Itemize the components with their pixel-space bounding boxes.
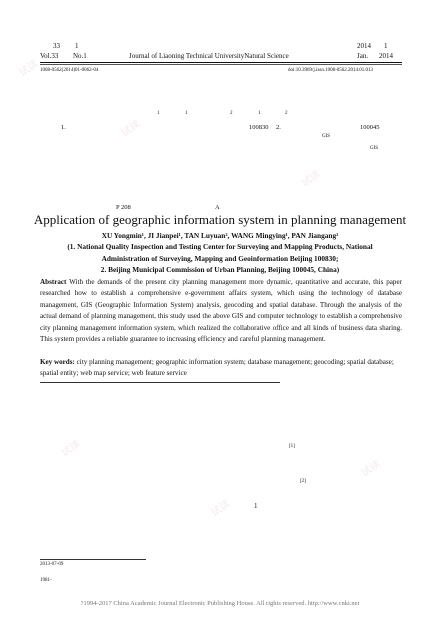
affiliation-number: 1. [61,124,66,131]
author-superscript: 1 [185,111,188,116]
affiliation-line: Administration of Surveying, Mapping and Geoinformation Beijing 100830; [101,253,339,263]
header-year-number: 2014 [357,42,371,50]
author-superscript: 2 [285,111,288,116]
header-year: 2014 [379,52,393,60]
affiliations [36,241,404,276]
abstract-text: With the demands of the present city planning management more dynamic, quantitative and accurate, this paper researched how to establish a comprehensive e-government affairs system, which using the technology of database management, GIS (Geographic Information System) analysis, geocoding and spatial database. Through the analysis of the actual demand of planning management, this study used the above GIS and computer technology to establish a comprehensive city planning management information system, which realized the collaborative office and all kinds of business data sharing. This system provides a reliable guarantee to increasing efficiency and careful planning management. [40,278,402,344]
header-month-number: 1 [384,42,388,50]
author-superscript: 1 [258,111,261,116]
copyright-footer: ?1994-2017 China Academic Journal Electronic Publishing House. All rights reserved. http://www.cnki.net [80,600,360,607]
footnote-rule [40,559,146,560]
watermark: 试读 [359,458,383,480]
postal-code: 100830 [249,124,269,131]
author-birth-year: 1981- [40,578,52,583]
header-vol-number: 33 [53,42,60,50]
keywords [40,357,402,380]
journal-name: Journal of Liaoning Technical UniversityNatural Science [129,52,289,60]
affiliation-line: 2. Beijing Municipal Commission of Urban Planning, Beijing 100045, China) [100,265,340,275]
english-title: Application of geographic information system in planning management [33,212,407,227]
watermark: 试读 [59,438,83,460]
author-superscript: 2 [230,111,233,116]
keywords-rule [40,382,280,383]
watermark: 试读 [119,118,143,140]
doi: doi:10.3969/j.issn.1008-0562.2014.01.013 [288,68,374,73]
postal-code: 100045 [360,124,380,131]
clc-number: P 208 [116,204,131,211]
watermark: 试读 [299,168,323,190]
header-issue-number: 1 [75,42,79,50]
watermark: 试读 [209,498,233,520]
affiliation-line: (1. National Quality Inspection and Testing Center for Surveying and Mapping Products, National [67,242,373,251]
watermark: 试读 [17,58,41,80]
header-month: Jan. [357,52,369,60]
keywords-text: city planning management; geographic information system; database management; geocoding; spatial database; spatial entity; web map service; web feature service [40,358,394,378]
citation-marker: [1] [289,444,295,449]
header-rule [40,62,402,63]
keywords-label: Key words: [40,358,75,366]
english-abstract [40,277,402,345]
abstract-term: GIS [370,146,379,151]
author-superscript: 1 [157,111,160,116]
abstract-term: GIS [322,134,331,139]
author-list: XU Yongmin¹, JI Jianpei¹, TAN Luyuan², WANG Mingying¹, PAN Jiangang² [101,231,339,240]
header-rule [40,64,402,65]
header-volume: Vol.33 [40,52,59,60]
received-date: 2013-07-09 [40,562,64,567]
header-issue: No.1 [73,52,87,60]
affiliation-number: 2. [276,124,281,131]
document-code: A [215,204,220,211]
section-number: 1 [254,502,258,510]
issn-code: 1008-0562(2014)01-0062-04 [40,68,99,73]
citation-marker: [2] [300,479,306,484]
abstract-label: Abstract [40,278,67,286]
